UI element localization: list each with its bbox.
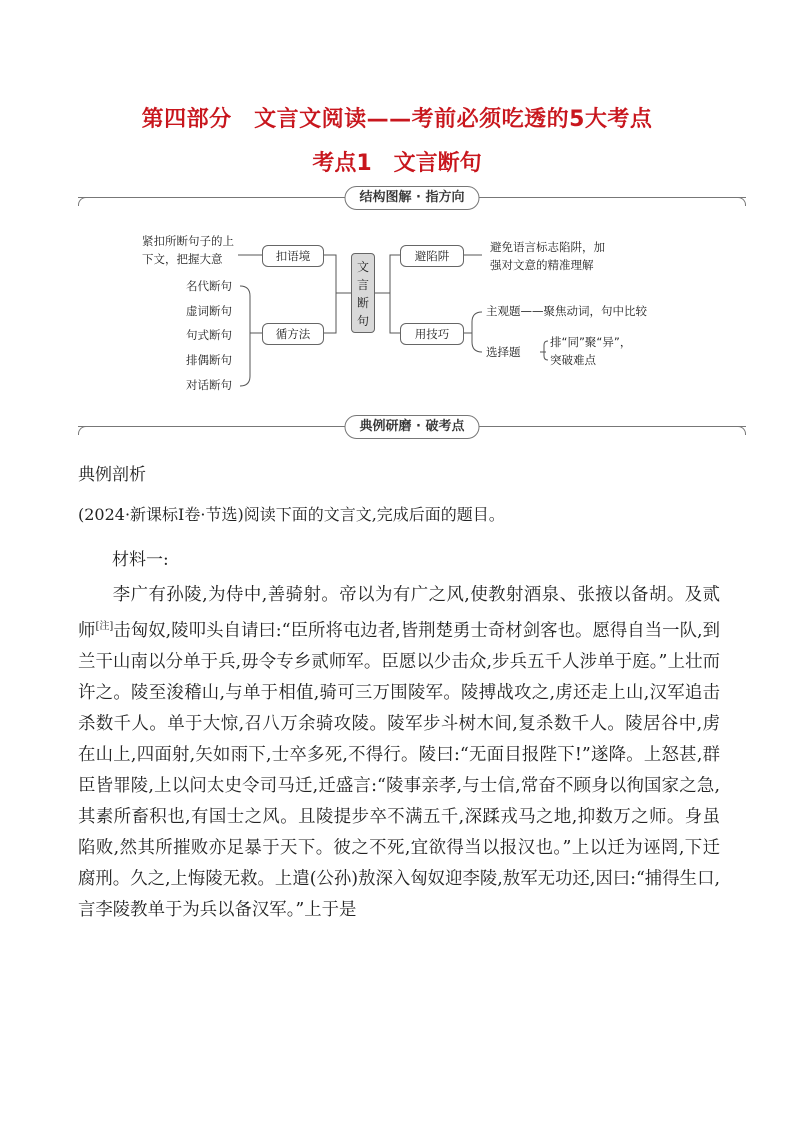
box-trap: 避陷阱: [400, 245, 464, 267]
trap-desc-line2: 强对文意的精准理解: [490, 258, 594, 272]
skill-choice-label: 选择题: [486, 345, 521, 359]
section-label-examples: 典例研磨 · 破考点: [345, 415, 480, 439]
method-item: 名代断句: [186, 279, 232, 293]
material-label: 材料一:: [112, 550, 169, 570]
box-skill: 用技巧: [400, 323, 464, 345]
skill-choice-line2: 突破难点: [550, 353, 596, 367]
diagram-connectors: [0, 0, 794, 420]
skill-choice-line1: 排“同”聚“异”，: [550, 335, 632, 349]
method-item: 排偶断句: [186, 353, 232, 367]
box-context: 扣语境: [262, 245, 324, 267]
page-subtitle: 考点1 文言断句: [312, 151, 482, 176]
skill-subjective: 主观题——聚焦动词，句中比较: [486, 304, 647, 318]
footnote-marker[interactable]: [注]: [95, 621, 114, 632]
context-desc-line2: 下文，把握大意: [142, 252, 223, 266]
diagram-center: [351, 253, 375, 333]
example-heading: 典例剖析: [78, 465, 146, 485]
passage-paragraph: [78, 580, 720, 926]
section-label-structure: 结构图解 · 指方向: [345, 186, 480, 210]
method-item: 虚词断句: [186, 304, 232, 318]
section-bar-examples: [78, 415, 746, 439]
passage-text-2: 击匈奴,陵叩头自请曰:“臣所将屯边者,皆荆楚勇士奇材剑客也。愿得自当一队,到兰干山南以分单于兵,毋令专乡贰师军。臣愿以少击众,步兵五千人涉单于庭。”上壮而许之。陵至浚稽山,与单于相值,骑可三万围陵军。陵搏战攻之,虏还走上山,汉军追击杀数千人。单于大惊,召八万余骑攻陵。陵军步斗树木间,复杀数千人。陵居谷中,虏在山上,四面射,矢如雨下,士卒多死,不得行。陵曰:“无面目报陛下!”遂降。上怒甚,群臣皆罪陵,上以问太史令司马迁,迁盛言:“陵事亲孝,与士信,常奋不顾身以徇国家之急,其素所畜积也,有国士之风。且陵提步卒不满五千,深蹂戎马之地,抑数万之师。身虽陷败,然其所摧败亦足暴于天下。彼之不死,宜欲得当以报汉也。”上以迁为诬罔,下迁腐刑。久之,上悔陵无救。上遣(公孙)敖深入匈奴迎李陵,敖军无功还,因曰:“捕得生口,言李陵教单于为兵以备汉军。”上于是: [78, 620, 720, 920]
passage: [78, 580, 720, 926]
passage-text-1: 李广有孙陵,为侍中,善骑射。帝以为有广之风,使教射酒泉、张掖以备胡。及贰师: [78, 585, 720, 641]
box-method: 循方法: [262, 323, 324, 345]
method-item: 对话断句: [186, 378, 232, 392]
center-label: 文言断句: [357, 260, 370, 328]
trap-desc-line1: 避免语言标志陷阱，加: [490, 240, 605, 254]
source-line: (2024·新课标Ⅰ卷·节选)阅读下面的文言文,完成后面的题目。: [78, 505, 505, 524]
method-item: 句式断句: [186, 328, 232, 342]
context-desc-line1: 紧扣所断句子的上: [142, 234, 234, 248]
page-title: 第四部分 文言文阅读——考前必须吃透的5大考点: [141, 107, 653, 132]
